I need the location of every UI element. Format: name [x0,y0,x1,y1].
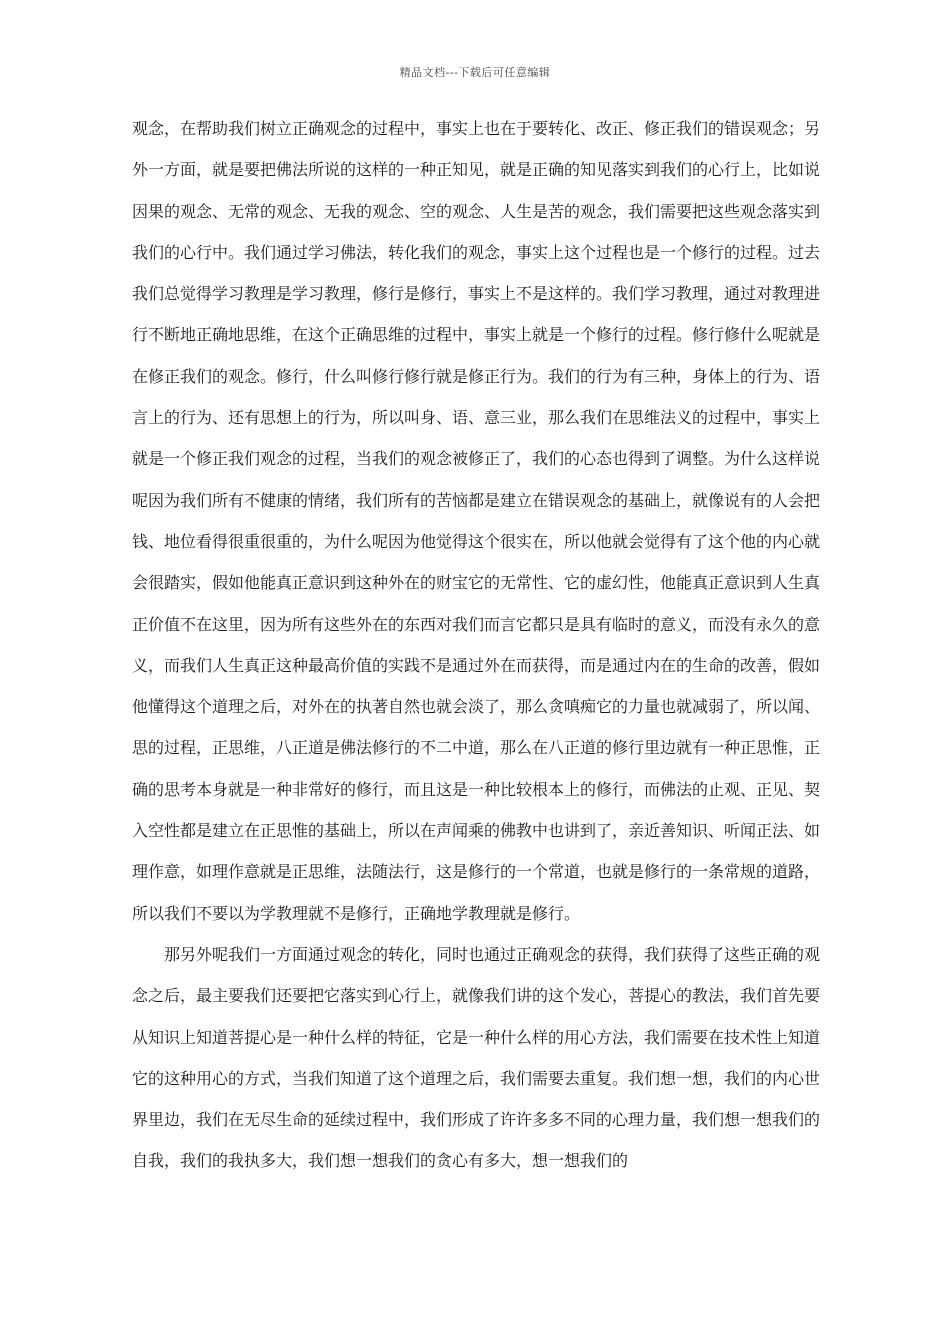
paragraph-2: 那另外呢我们一方面通过观念的转化，同时也通过正确观念的获得，我们获得了这些正确的观念之后，最主要我们还要把它落实到心行上，就像我们讲的这个发心，菩提心的教法，我们首先要从知识上知道菩提心是一种什么样的特征，它是一种什么样的用心方法，我们需要在技术性上知道它的这种用心的方式，当我们知道了这个道理之后，我们需要去重复。我们想一想，我们的内心世界里边，我们在无尽生命的延续过程中，我们形成了许许多多不同的心理力量，我们想一想我们的自我，我们的我执多大，我们想一想我们的贪心有多大，想一想我们的 [132,944,821,1171]
document-body [132,108,820,1182]
page-header: 精品文档---下载后可任意编辑 [399,66,551,79]
paragraph-1: 观念，在帮助我们树立正确观念的过程中，事实上也在于要转化、改正、修正我们的错误观念；另外一方面，就是要把佛法所说的这样的一种正知见，就是正确的知见落实到我们的心行上，比如说因果的观念、无常的观念、无我的观念、空的观念、人生是苦的观念，我们需要把这些观念落实到我们的心行中。我们通过学习佛法，转化我们的观念，事实上这个过程也是一个修行的过程。过去我们总觉得学习教理是学习教理，修行是修行，事实上不是这样的。我们学习教理，通过对教理进行不断地正确地思维，在这个正确思维的过程中，事实上就是一个修行的过程。修行修什么呢就是在修正我们的观念。修行，什么叫修行修行就是修正行为。我们的行为有三种，身体上的行为、语言上的行为、还有思想上的行为，所以叫身、语、意三业，那么我们在思维法义的过程中，事实上就是一个修正我们观念的过程，当我们的观念被修正了，我们的心态也得到了调整。为什么这样说呢因为我们所有不健康的情绪，我们所有的苦恼都是建立在错误观念的基础上，就像说有的人会把钱、地位看得很重很重的，为什么呢因为他觉得这个很实在，所以他就会觉得有了这个他的内心就会很踏实，假如他能真正意识到这种外在的财宝它的无常性、它的虚幻性，他能真正意识到人生真正价值不在这里，因为所有这些外在的东西对我们而言它都只是具有临时的意义，而没有永久的意义，而我们人生真正这种最高价值的实践不是通过外在而获得，而是通过内在的生命的改善，假如他懂得这个道理之后，对外在的执著自然也就会淡了，那么贪嗔痴它的力量也就减弱了，所以闻、思的过程，正思维，八正道是佛法修行的不二中道，那么在八正道的修行里边就有一种正思惟，正确的思考本身就是一种非常好的修行，而且这是一种比较根本上的修行，而佛法的止观、正见、契入空性都是建立在正思惟的基础上，所以在声闻乘的佛教中也讲到了，亲近善知识、听闻正法、如理作意，如理作意就是正思维，法随法行，这是修行的一个常道，也就是修行的一条常规的道路，所以我们不要以为学教理就不是修行，正确地学教理就是修行。 [132,119,821,923]
